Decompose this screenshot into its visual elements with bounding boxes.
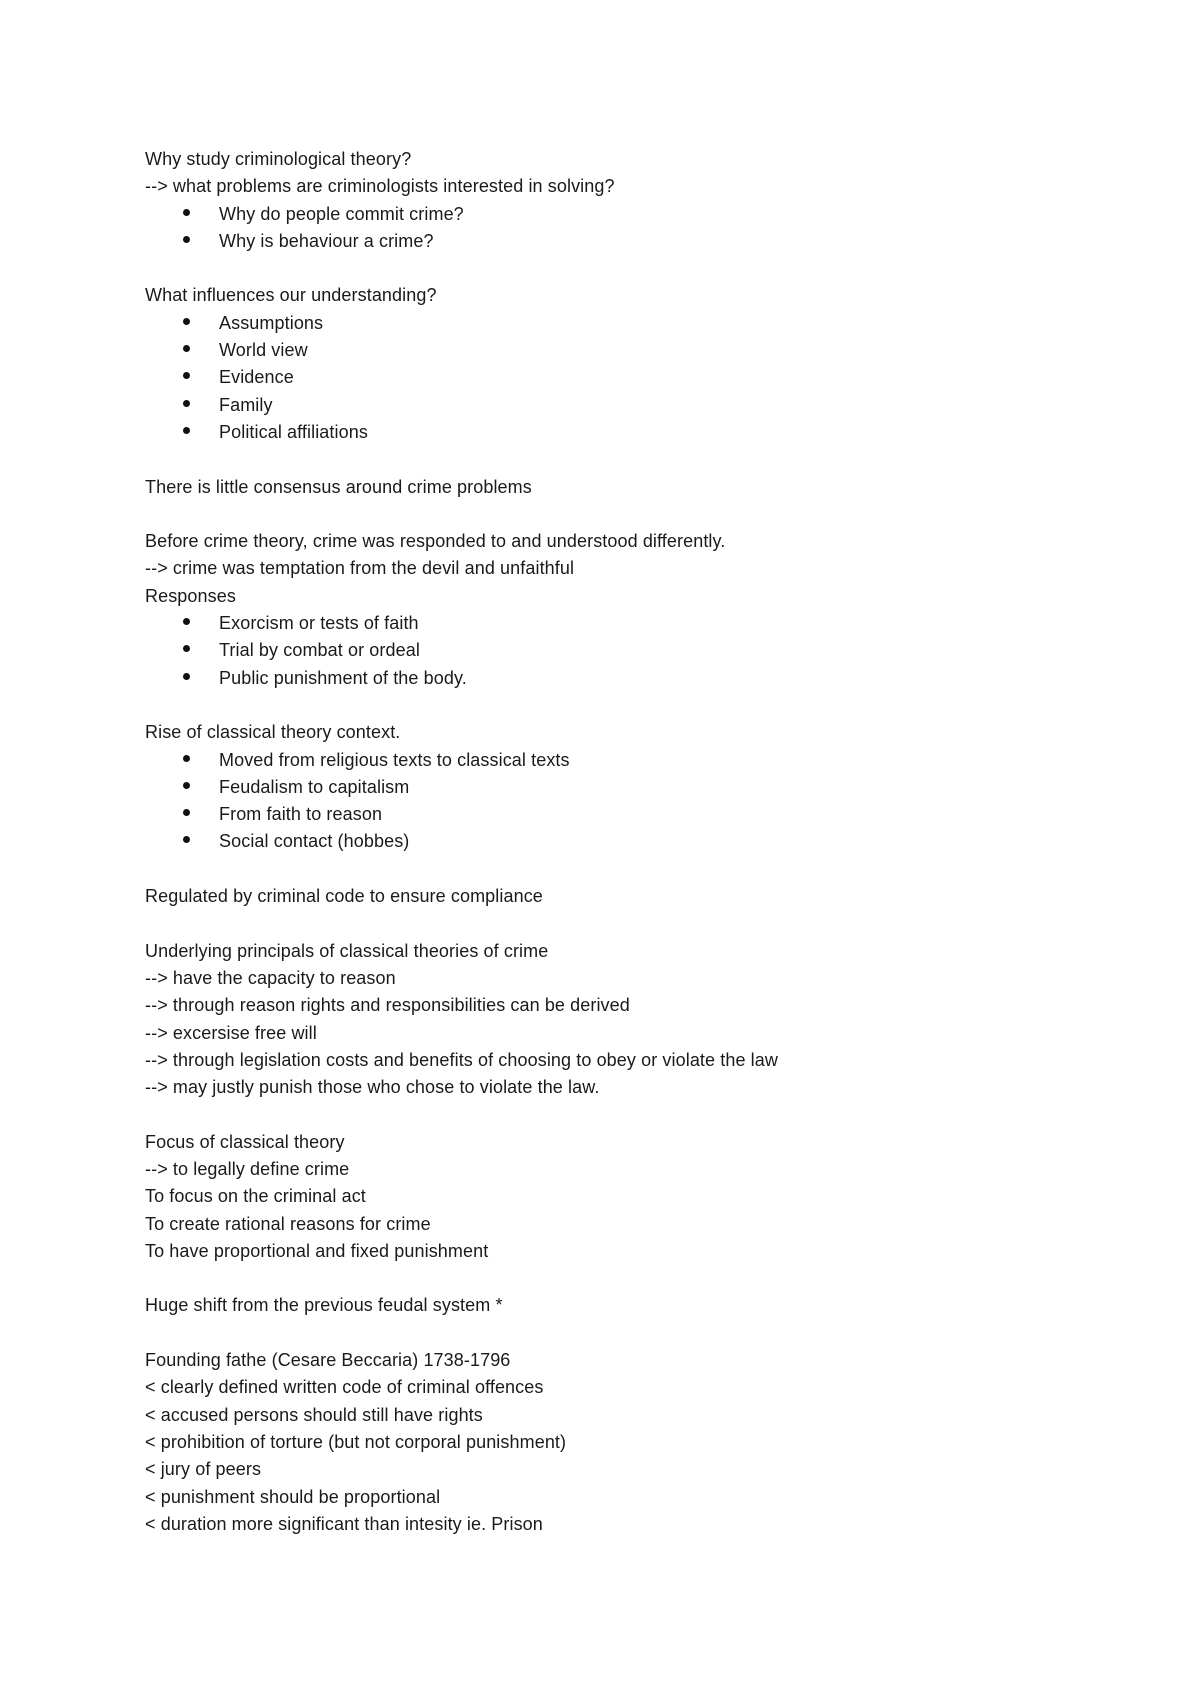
blank-line (145, 501, 1065, 528)
text-line: --> through legislation costs and benefits of choosing to obey or violate the law (145, 1049, 778, 1070)
text-line: To focus on the criminal act (145, 1186, 366, 1207)
text-line: --> what problems are criminologists interested in solving? (145, 176, 615, 197)
bullet-icon (183, 755, 190, 762)
text-line: < clearly defined written code of criminal offences (145, 1377, 544, 1398)
bullet-icon (183, 645, 190, 652)
bullet-list-item (145, 201, 1065, 228)
bullet-list-item (145, 364, 1065, 391)
blank-line (145, 1265, 1065, 1292)
text-line: Responses (145, 585, 236, 606)
blank-line (145, 910, 1065, 937)
bullet-text: Evidence (219, 367, 294, 388)
text-line: To create rational reasons for crime (145, 1213, 431, 1234)
text-line: < duration more significant than intesity ie. Prison (145, 1513, 543, 1534)
blank-line (145, 446, 1065, 473)
text-line: --> have the capacity to reason (145, 967, 396, 988)
text-line: Before crime theory, crime was responded to and understood differently. (145, 531, 726, 552)
bullet-list-item (145, 828, 1065, 855)
bullet-text: Why is behaviour a crime? (219, 230, 434, 251)
text-line: --> to legally define crime (145, 1158, 350, 1179)
text-line: < prohibition of torture (but not corporal punishment) (145, 1431, 567, 1452)
bullet-icon (183, 618, 190, 625)
bullet-list-item (145, 228, 1065, 255)
bullet-icon (183, 209, 190, 216)
bullet-icon (183, 782, 190, 789)
document-body (145, 146, 1065, 1538)
bullet-list-item (145, 801, 1065, 828)
text-line: What influences our understanding? (145, 285, 437, 306)
bullet-icon (183, 673, 190, 680)
bullet-icon (183, 836, 190, 843)
bullet-list-item (145, 637, 1065, 664)
bullet-list-item (145, 419, 1065, 446)
text-line: < jury of peers (145, 1459, 262, 1480)
blank-line (145, 255, 1065, 282)
text-line: < accused persons should still have rights (145, 1404, 483, 1425)
text-line: Why study criminological theory? (145, 149, 412, 169)
bullet-text: Public punishment of the body. (219, 667, 467, 688)
text-line: --> through reason rights and responsibilities can be derived (145, 995, 630, 1016)
bullet-list-item (145, 665, 1065, 692)
text-line: There is little consensus around crime problems (145, 476, 532, 497)
bullet-list-item (145, 747, 1065, 774)
text-line: < punishment should be proportional (145, 1486, 441, 1507)
bullet-text: Assumptions (219, 312, 324, 333)
bullet-text: Political affiliations (219, 421, 368, 442)
bullet-text: From faith to reason (219, 804, 383, 825)
bullet-text: World view (219, 340, 308, 361)
bullet-text: Why do people commit crime? (219, 203, 464, 224)
bullet-text: Feudalism to capitalism (219, 776, 410, 797)
bullet-text: Trial by combat or ordeal (219, 640, 420, 661)
text-line: --> may justly punish those who chose to violate the law. (145, 1077, 600, 1098)
bullet-icon (183, 345, 190, 352)
bullet-icon (183, 809, 190, 816)
text-line: Focus of classical theory (145, 1131, 345, 1152)
bullet-list-item (145, 337, 1065, 364)
blank-line (145, 692, 1065, 719)
bullet-text: Exorcism or tests of faith (219, 613, 419, 634)
bullet-icon (183, 318, 190, 325)
text-line: To have proportional and fixed punishment (145, 1240, 489, 1261)
text-line: --> excersise free will (145, 1022, 317, 1043)
blank-line (145, 856, 1065, 883)
bullet-icon (183, 372, 190, 379)
bullet-text: Family (219, 394, 273, 415)
bullet-text: Moved from religious texts to classical texts (219, 749, 570, 770)
text-line: Huge shift from the previous feudal system * (145, 1295, 503, 1316)
bullet-list-item (145, 310, 1065, 337)
text-line: Regulated by criminal code to ensure compliance (145, 886, 543, 907)
text-line: Rise of classical theory context. (145, 722, 401, 743)
blank-line (145, 1101, 1065, 1128)
bullet-icon (183, 400, 190, 407)
blank-line (145, 1320, 1065, 1347)
text-line: --> crime was temptation from the devil and unfaithful (145, 558, 575, 579)
text-line: Founding fathe (Cesare Beccaria) 1738-1796 (145, 1350, 511, 1371)
text-line: Underlying principals of classical theories of crime (145, 940, 549, 961)
bullet-icon (183, 236, 190, 243)
bullet-list-item (145, 774, 1065, 801)
bullet-text: Social contact (hobbes) (219, 831, 410, 852)
bullet-icon (183, 427, 190, 434)
bullet-list-item (145, 392, 1065, 419)
bullet-list-item (145, 610, 1065, 637)
